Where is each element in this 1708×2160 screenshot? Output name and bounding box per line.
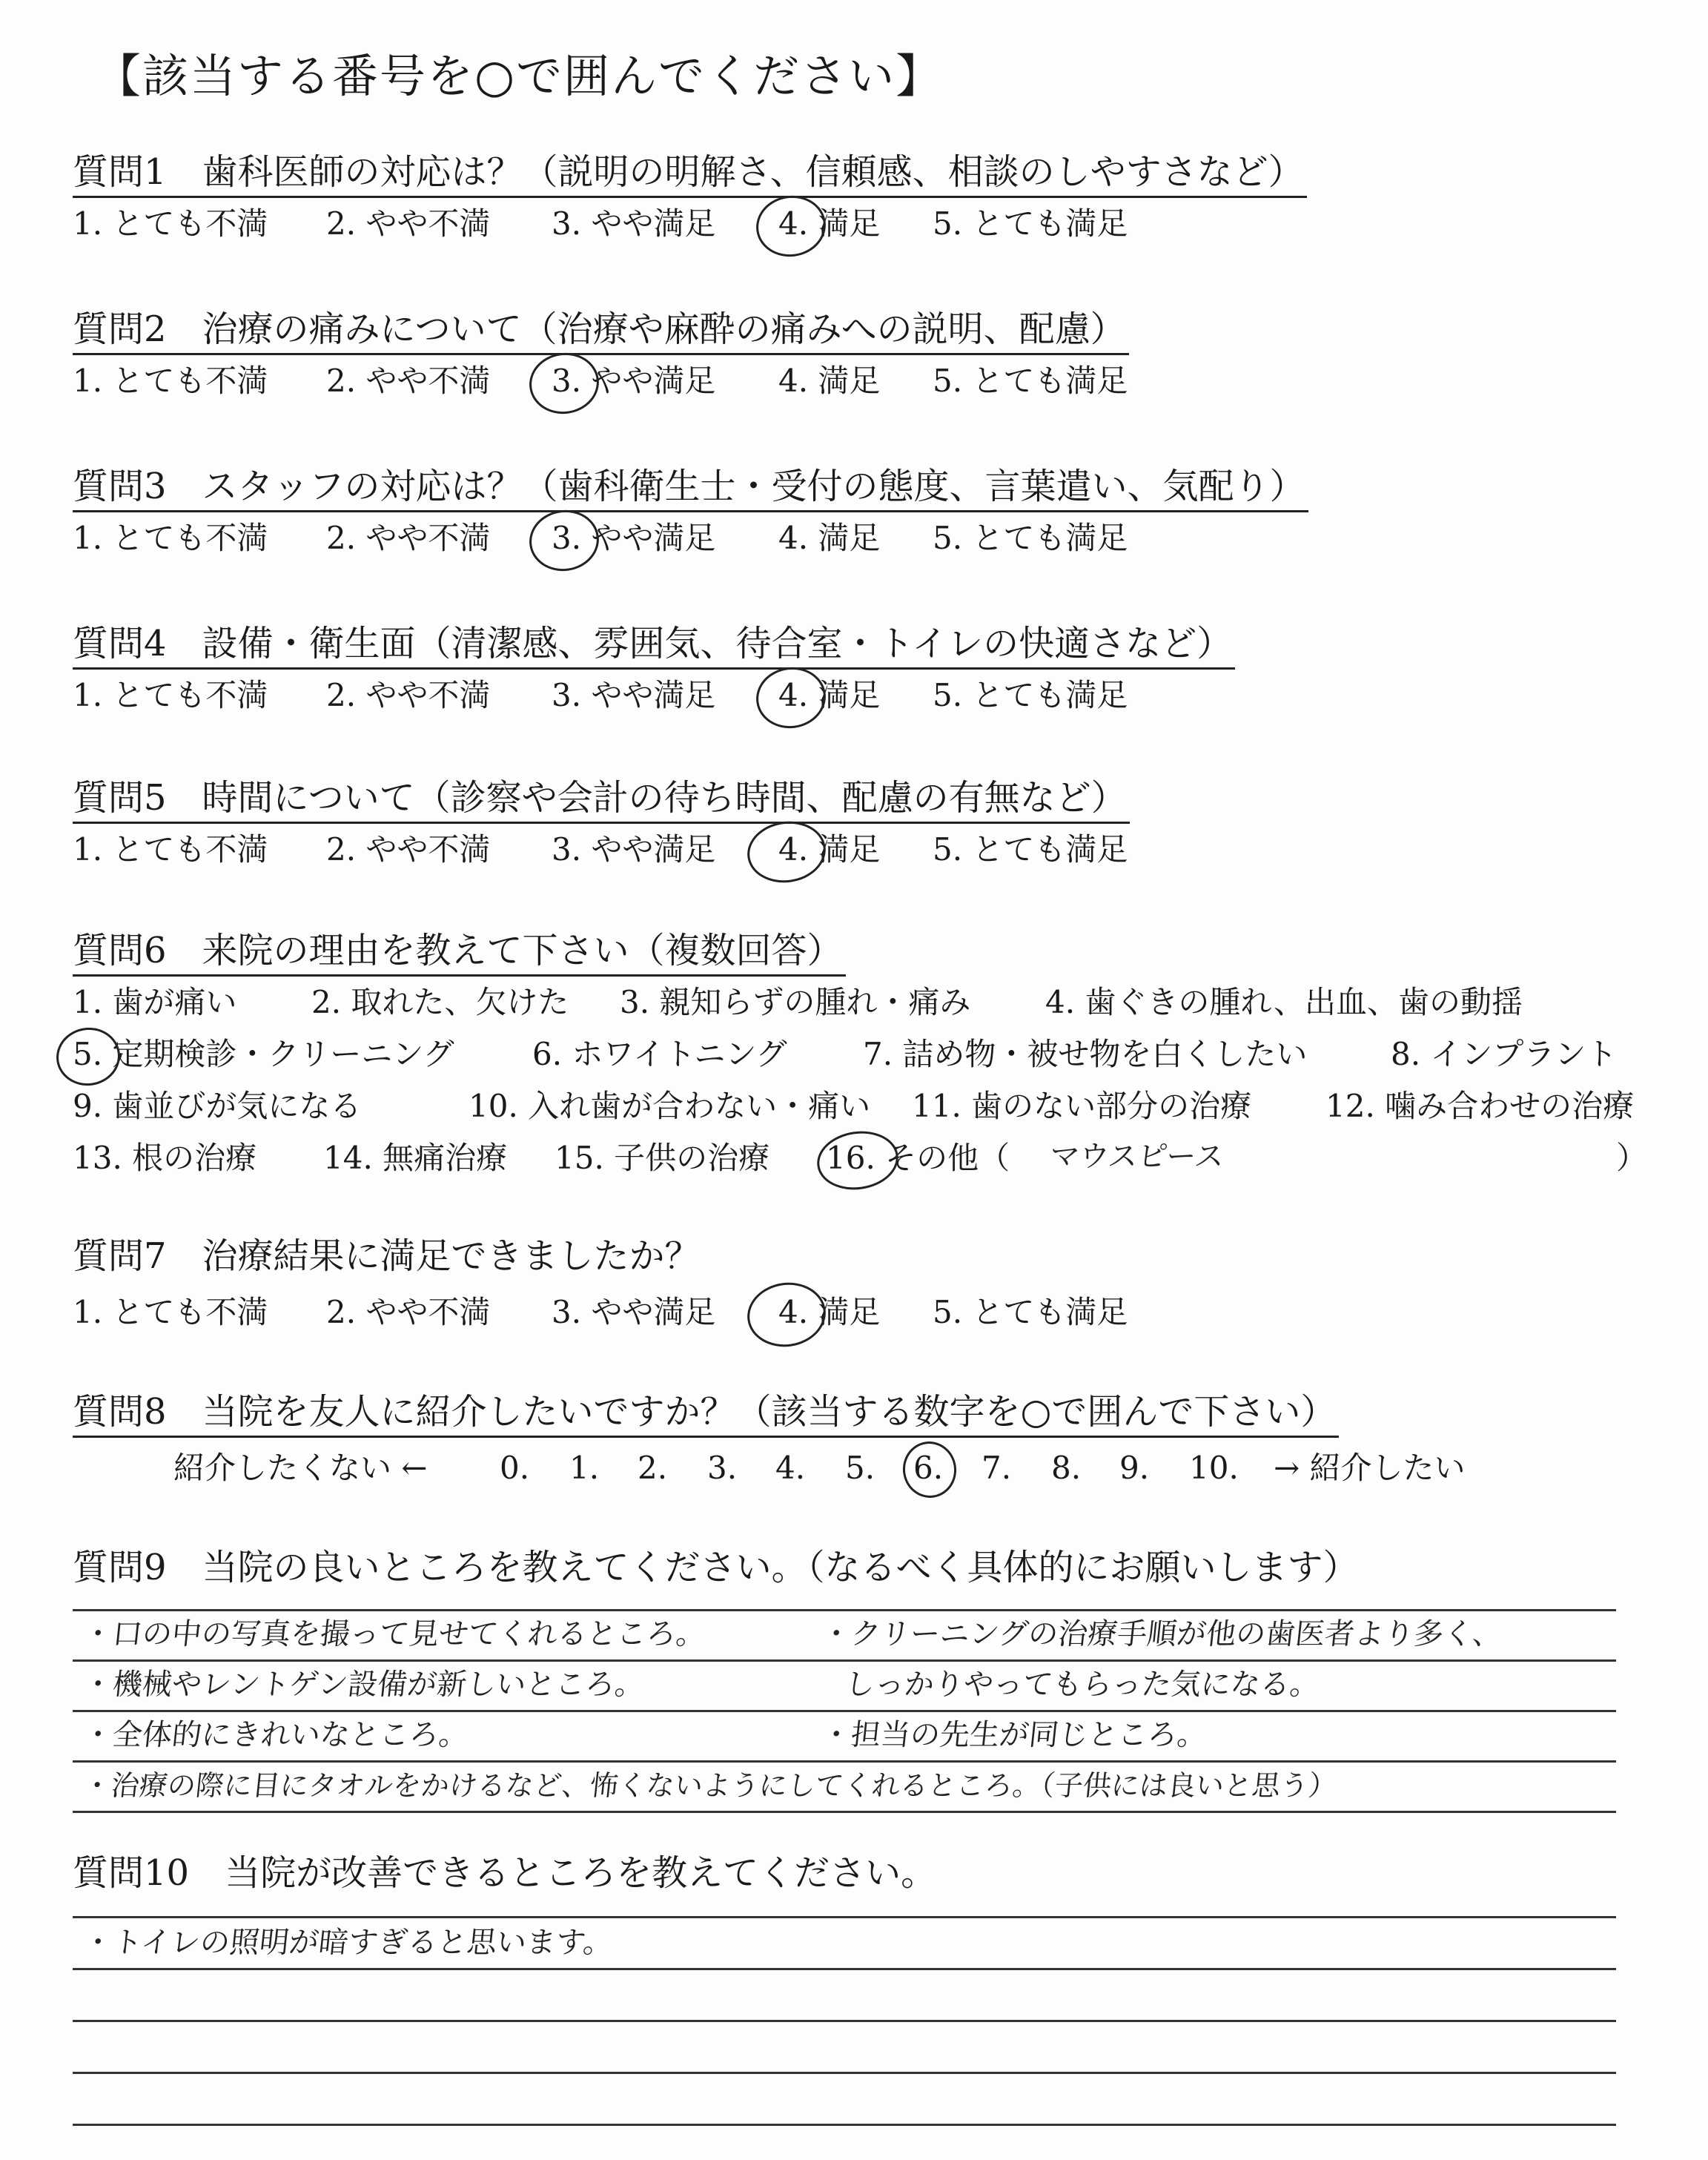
handwritten-answer: ・口の中の写真を撮って見せてくれるところ。	[81, 1617, 708, 1651]
option-4[interactable]: 4. 満足	[778, 1294, 881, 1330]
option-5[interactable]: 5. とても満足	[933, 831, 1128, 868]
reason-option[interactable]: 5. 定期検診・クリーニング	[73, 1036, 454, 1072]
question-5-options	[73, 828, 1666, 872]
option-2[interactable]: 2. やや不満	[326, 205, 491, 242]
handwritten-answer: ・機械やレントゲン設備が新しいところ。	[81, 1668, 646, 1702]
reason-option[interactable]: 2. 取れた、欠けた	[311, 984, 569, 1020]
option-3[interactable]: 3. やや満足	[552, 520, 716, 556]
answer-line	[73, 2020, 1616, 2022]
reason-option[interactable]: 13. 根の治療	[73, 1140, 257, 1176]
option-1[interactable]: 1. とても不満	[73, 831, 268, 868]
scale-value-1[interactable]: 1.	[569, 1450, 600, 1486]
scale-value-2[interactable]: 2.	[638, 1450, 668, 1486]
answer-circle-mark	[899, 1438, 960, 1501]
question-8-title: 質問8 当院を友人に紹介したいですか？（該当する数字を○で囲んで下さい）	[73, 1388, 1339, 1438]
other-close-paren: ）	[1616, 1140, 1648, 1176]
answer-line	[73, 1968, 1616, 1970]
reason-option[interactable]: 15. 子供の治療	[555, 1140, 770, 1176]
option-2[interactable]: 2. やや不満	[326, 520, 491, 556]
reason-option[interactable]: 6. ホワイトニング	[532, 1036, 787, 1072]
reason-option[interactable]: 9. 歯並びが気になる	[73, 1088, 362, 1124]
scale-right-label: → 紹介したい	[1274, 1450, 1466, 1486]
handwritten-answer: ・治療の際に目にタオルをかけるなど、怖くないようにしてくれるところ。（子供には良いと思う）	[81, 1769, 1339, 1802]
reason-option-other[interactable]: 16. その他（	[826, 1140, 1010, 1176]
question-3-title: 質問3 スタッフの対応は？（歯科衛生士・受付の態度、言葉遣い、気配り）	[73, 463, 1308, 512]
reason-option[interactable]: 10. 入れ歯が合わない・痛い	[469, 1088, 871, 1124]
scale-value-9[interactable]: 9.	[1119, 1450, 1150, 1486]
option-4[interactable]: 4. 満足	[778, 363, 881, 399]
scale-value-4[interactable]: 4.	[775, 1450, 806, 1486]
page-title: 【該当する番号を○で囲んでください】	[95, 49, 944, 103]
scale-value-0[interactable]: 0.	[500, 1450, 530, 1486]
scale-value-6[interactable]: 6.	[913, 1450, 944, 1486]
question-10-title: 質問10 当院が改善できるところを教えてください。	[73, 1852, 937, 1894]
question-1-options	[73, 202, 1666, 246]
question-4-title: 質問4 設備・衛生面（清潔感、雰囲気、待合室・トイレの快適さなど）	[73, 620, 1235, 670]
scale-value-10[interactable]: 10.	[1189, 1450, 1239, 1486]
answer-line	[73, 1659, 1616, 1662]
option-2[interactable]: 2. やや不満	[326, 677, 491, 713]
option-5[interactable]: 5. とても満足	[933, 363, 1128, 399]
question-2-title: 質問2 治療の痛みについて（治療や麻酔の痛みへの説明、配慮）	[73, 305, 1129, 355]
option-3[interactable]: 3. やや満足	[552, 1294, 716, 1330]
reason-option[interactable]: 7. 詰め物・被せ物を白くしたい	[863, 1036, 1308, 1072]
option-2[interactable]: 2. やや不満	[326, 363, 491, 399]
question-6-row-3	[73, 1084, 1666, 1129]
reason-option[interactable]: 3. 親知らずの腫れ・痛み	[620, 984, 971, 1020]
scale-value-8[interactable]: 8.	[1051, 1450, 1082, 1486]
answer-line	[73, 1760, 1616, 1763]
answer-line	[73, 1710, 1616, 1712]
option-1[interactable]: 1. とても不満	[73, 363, 268, 399]
option-2[interactable]: 2. やや不満	[326, 1294, 491, 1330]
option-4[interactable]: 4. 満足	[778, 831, 881, 868]
question-2-options	[73, 359, 1666, 403]
answer-line	[73, 2072, 1616, 2074]
question-8-scale	[73, 1446, 1666, 1490]
question-3-options	[73, 516, 1666, 561]
answer-line	[73, 1811, 1616, 1813]
question-9-title: 質問9 当院の良いところを教えてください。（なるべく具体的にお願いします）	[73, 1547, 1359, 1588]
option-3[interactable]: 3. やや満足	[552, 677, 716, 713]
option-1[interactable]: 1. とても不満	[73, 1294, 268, 1330]
question-6-row-2	[73, 1032, 1666, 1077]
option-4[interactable]: 4. 満足	[778, 677, 881, 713]
option-1[interactable]: 1. とても不満	[73, 677, 268, 713]
answer-line	[73, 2124, 1616, 2126]
answer-circle-mark	[744, 1278, 830, 1352]
reason-option[interactable]: 11. 歯のない部分の治療	[912, 1088, 1252, 1124]
reason-option[interactable]: 12. 噛み合わせの治療	[1325, 1088, 1635, 1124]
handwritten-answer: ・トイレの照明が暗すぎると思います。	[81, 1926, 615, 1960]
option-5[interactable]: 5. とても満足	[933, 205, 1128, 242]
option-3[interactable]: 3. やや満足	[552, 831, 716, 868]
option-2[interactable]: 2. やや不満	[326, 831, 491, 868]
reason-option[interactable]: 4. 歯ぐきの腫れ、出血、歯の動揺	[1045, 984, 1523, 1020]
scale-value-3[interactable]: 3.	[707, 1450, 738, 1486]
scale-value-5[interactable]: 5.	[845, 1450, 875, 1486]
handwritten-answer: ・全体的にきれいなところ。	[81, 1718, 471, 1752]
option-5[interactable]: 5. とても満足	[933, 520, 1128, 556]
question-7-title: 質問7 治療結果に満足できましたか？	[73, 1235, 701, 1277]
question-6-title: 質問6 来院の理由を教えて下さい（複数回答）	[73, 927, 846, 977]
question-4-options	[73, 673, 1666, 718]
scale-left-label: 紹介したくない ←	[173, 1450, 428, 1486]
reason-option[interactable]: 14. 無痛治療	[323, 1140, 508, 1176]
option-4[interactable]: 4. 満足	[778, 205, 881, 242]
handwritten-answer: しっかりやってもらった気になる。	[843, 1668, 1322, 1702]
question-6-row-1	[73, 980, 1666, 1025]
option-1[interactable]: 1. とても不満	[73, 520, 268, 556]
option-1[interactable]: 1. とても不満	[73, 205, 268, 242]
answer-line	[73, 1916, 1616, 1918]
handwritten-answer: ・クリーニングの治療手順が他の歯医者より多く、	[819, 1617, 1504, 1651]
other-handwritten-answer: マウスピース	[1047, 1140, 1226, 1174]
scale-value-7[interactable]: 7.	[982, 1450, 1012, 1486]
option-3[interactable]: 3. やや満足	[552, 363, 716, 399]
reason-option[interactable]: 1. 歯が痛い	[73, 984, 237, 1020]
question-5-title: 質問5 時間について（診察や会計の待ち時間、配慮の有無など）	[73, 774, 1130, 824]
option-5[interactable]: 5. とても満足	[933, 677, 1128, 713]
option-3[interactable]: 3. やや満足	[552, 205, 716, 242]
answer-line	[73, 1609, 1616, 1611]
option-4[interactable]: 4. 満足	[778, 520, 881, 556]
question-6-row-4	[73, 1136, 1666, 1180]
reason-option[interactable]: 8. インプラント	[1391, 1036, 1618, 1072]
question-1-title: 質問1 歯科医師の対応は？（説明の明解さ、信頼感、相談のしやすさなど）	[73, 148, 1307, 198]
handwritten-answer: ・担当の先生が同じところ。	[819, 1718, 1209, 1752]
question-7-options	[73, 1290, 1666, 1335]
option-5[interactable]: 5. とても満足	[933, 1294, 1128, 1330]
